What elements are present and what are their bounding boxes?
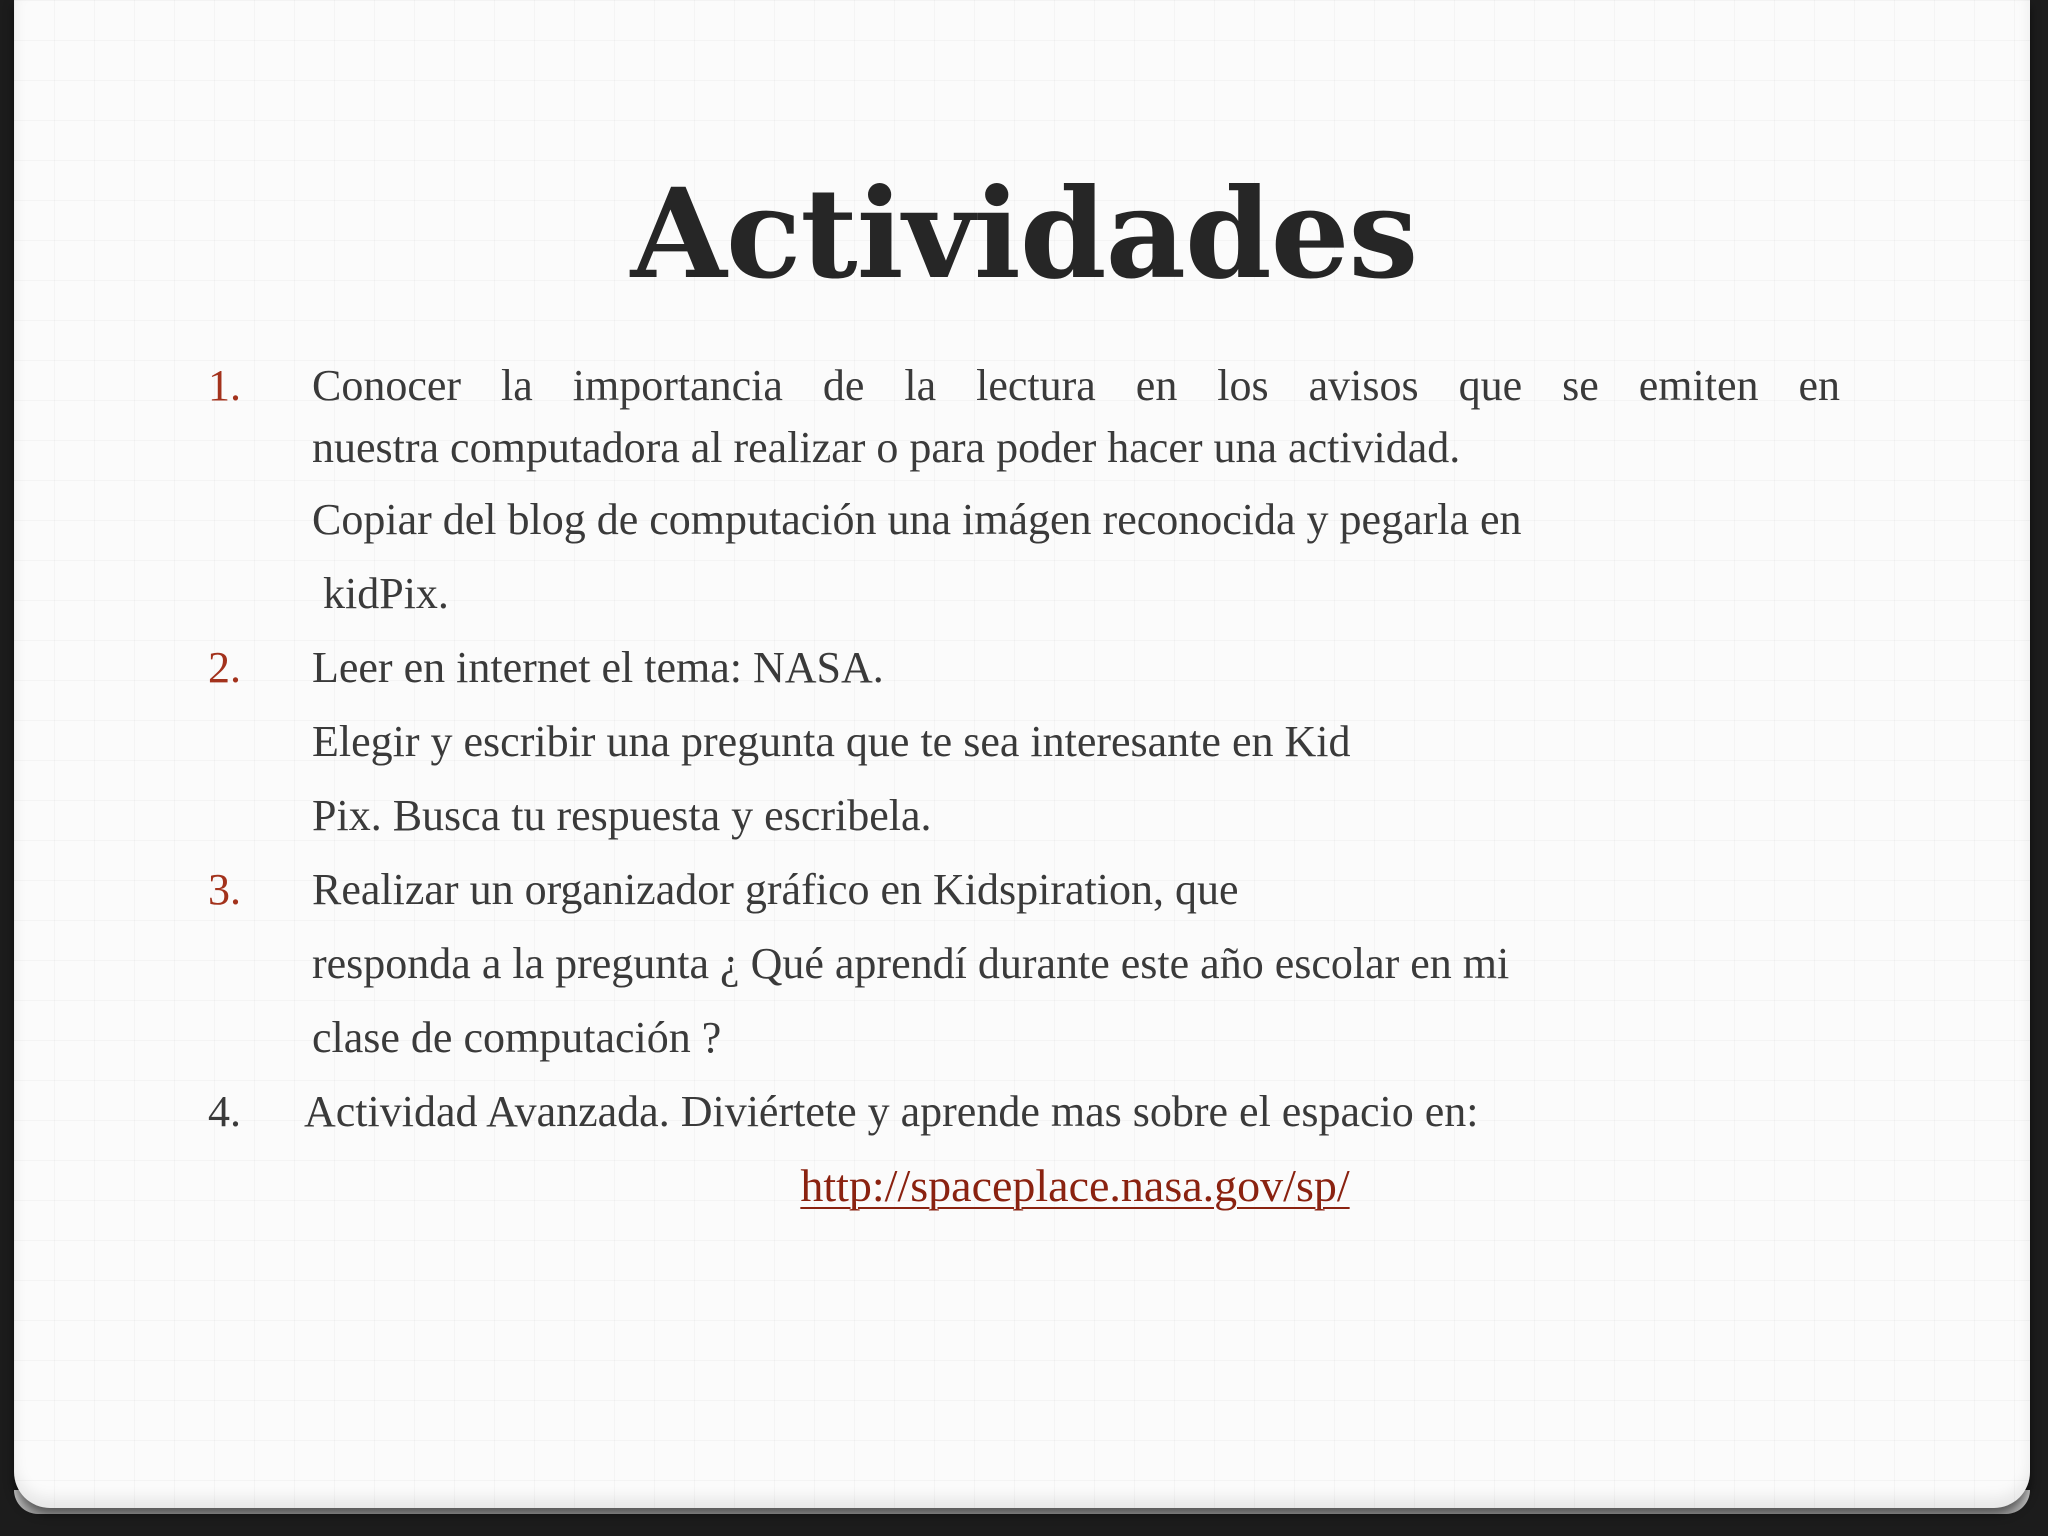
item-3-number: 3.: [208, 865, 241, 914]
item-3-line-2: responda a la pregunta ¿ Qué aprendí durante este año escolar en mi: [312, 939, 1510, 988]
spaceplace-link[interactable]: http://spaceplace.nasa.gov/sp/: [800, 1160, 1350, 1211]
item-1-line-1: Conocer la importancia de la lectura en los avisos que se emiten en: [312, 361, 1840, 410]
item-2-number: 2.: [208, 643, 241, 692]
item-1-line-4: kidPix.: [312, 569, 449, 618]
item-3-line-1: Realizar un organizador gráfico en Kidspiration, que: [312, 865, 1239, 914]
item-1-number: 1.: [208, 361, 241, 410]
item-1-line-3: Copiar del blog de computación una imágen reconocida y pegarla en: [312, 495, 1522, 544]
item-2-line-3: Pix. Busca tu respuesta y escribela.: [312, 791, 932, 840]
item-1-line-2: nuestra computadora al realizar o para poder hacer una actividad.: [312, 423, 1461, 472]
item-3-line-3: clase de computación ?: [312, 1013, 722, 1062]
item-4-line-1: Actividad Avanzada. Diviértete y aprende mas sobre el espacio en:: [304, 1087, 1479, 1136]
item-2-line-1: Leer en internet el tema: NASA.: [312, 643, 884, 692]
slide-title: Actividades: [630, 162, 1418, 307]
item-4-number: 4.: [208, 1087, 241, 1136]
item-2-line-2: Elegir y escribir una pregunta que te sea interesante en Kid: [312, 717, 1351, 766]
